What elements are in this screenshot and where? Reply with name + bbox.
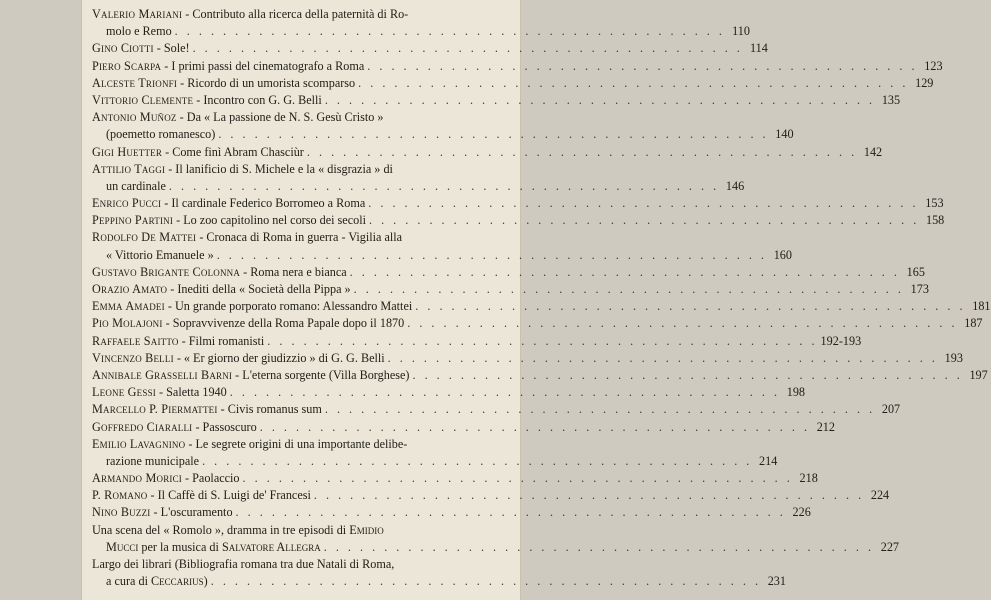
toc-author: Gino Ciotti (92, 41, 154, 56)
toc-author: Leone Gessi (92, 385, 156, 400)
toc-entry-line (92, 229, 510, 246)
toc-page-number: 129 (915, 75, 934, 90)
toc-entry[interactable] (92, 195, 944, 212)
toc-page-number: 224 (870, 488, 890, 503)
dot-leader (325, 401, 875, 418)
toc-entry-continuation (92, 539, 899, 556)
toc-page-number: 181 (972, 299, 991, 314)
toc-entry[interactable] (92, 229, 792, 263)
toc-entry-line (92, 75, 934, 92)
toc-title: - Ricordo di un umorista scomparso (177, 75, 356, 90)
toc-entry-line (92, 350, 963, 367)
toc-title: - Il lanificio di S. Michele e la « disgrazia » di (165, 161, 393, 176)
toc-page-number: 158 (925, 213, 945, 228)
toc-page-number: 110 (732, 24, 750, 39)
toc-author: Valerio Mariani (92, 7, 183, 21)
toc-entry-line (92, 315, 983, 332)
toc-title: - « Er giorno der giudizzio » di G. G. Belli (173, 350, 385, 365)
toc-author: Antonio Muñoz (92, 110, 177, 125)
toc-page-number: 214 (759, 453, 778, 468)
toc-author: Ceccarius (151, 574, 204, 589)
toc-entry-line (92, 92, 901, 109)
toc-title: - Cronaca di Roma in guerra - Vigilia alla (196, 230, 403, 245)
toc-entry-line (92, 333, 862, 350)
dot-leader (367, 58, 917, 75)
toc-entry[interactable] (92, 556, 786, 590)
toc-title: - Saletta 1940 (156, 385, 227, 400)
toc-author: Salvatore Allegra (221, 539, 321, 554)
toc-author: Mucci (106, 539, 139, 554)
toc-page-number: 231 (767, 574, 786, 589)
toc-entry-continuation (92, 247, 792, 264)
toc-entry-text (92, 504, 233, 521)
toc-author: Nino Buzzi (92, 505, 151, 520)
toc-author: Gustavo Brigante Colonna (92, 264, 241, 279)
dot-leader (217, 247, 767, 264)
toc-page-number: 192-193 (820, 333, 862, 348)
dot-leader (325, 92, 875, 109)
toc-title: - Come finì Abram Chasciùr (162, 144, 304, 159)
dot-leader (218, 126, 768, 143)
dot-leader (358, 75, 908, 92)
toc-title: - Il cardinale Federico Borromeo a Roma (161, 196, 366, 211)
toc-page-number: 227 (880, 539, 899, 554)
toc-entry-text (92, 195, 365, 212)
toc-entry-line (92, 58, 943, 75)
dot-leader (314, 487, 864, 504)
toc-page-number: 140 (775, 127, 794, 142)
dot-leader (236, 504, 786, 521)
toc-author: Attilio Taggi (92, 161, 166, 176)
toc-entry-text (92, 109, 383, 126)
toc-entry-text (92, 436, 407, 453)
toc-title: - L'oscuramento (150, 505, 233, 520)
toc-title: - Filmi romanisti (178, 333, 265, 348)
toc-title: - Le segrete origini di una importante delibe- (185, 436, 408, 451)
toc-entry-text (92, 58, 364, 75)
toc-page-number: 135 (881, 92, 901, 107)
toc-entry-text (92, 212, 366, 229)
toc-title: - Sopravvivenze della Roma Papale dopo il 1870 (162, 316, 405, 331)
toc-title-continued: « Vittorio Emanuele » (106, 247, 214, 262)
toc-entry-line (92, 384, 806, 401)
toc-entry[interactable] (92, 144, 883, 161)
toc-title: - I primi passi del cinematografo a Roma (161, 58, 365, 73)
toc-author: Emilio Lavagnino (92, 436, 186, 451)
toc-author: Emidio (349, 522, 384, 537)
toc-entry-line (92, 556, 510, 573)
toc-author: Armando Morici (92, 471, 182, 486)
toc-title: - Lo zoo capitolino nel corso dei secoli (173, 213, 366, 228)
toc-page-number: 198 (786, 385, 806, 400)
dot-leader (175, 23, 725, 40)
toc-entry-text (92, 40, 190, 57)
toc-entry-line (92, 144, 883, 161)
toc-author: Vittorio Clemente (92, 92, 194, 107)
toc-entry-continuation (92, 126, 794, 143)
toc-entry[interactable] (92, 6, 750, 40)
toc-page-number: 114 (749, 41, 768, 56)
dot-leader (230, 384, 780, 401)
toc-entry[interactable] (92, 75, 934, 92)
toc-entry-text (106, 573, 208, 590)
toc-title: - Il Caffè di S. Luigi de' Francesi (147, 488, 311, 503)
toc-author: Orazio Amato (92, 282, 168, 296)
toc-entry-continuation (92, 453, 778, 470)
toc-entry-text (92, 161, 393, 178)
toc-entry-line (92, 6, 510, 23)
toc-author: Pio Molajoni (92, 316, 163, 331)
book-page (82, 0, 991, 600)
toc-entry[interactable] (92, 58, 943, 75)
toc-entry-line (92, 436, 510, 453)
toc-entry-line (92, 161, 510, 178)
toc-page-number: 165 (906, 264, 925, 279)
toc-title: - L'eterna sorgente (Villa Borghese) (232, 367, 410, 382)
toc-title: - Passoscuro (192, 419, 257, 434)
toc-entry-line (92, 419, 835, 436)
dot-leader (412, 367, 962, 384)
toc-entry[interactable] (92, 264, 925, 281)
toc-entry[interactable] (92, 298, 991, 315)
toc-title-continued: molo e Remo (106, 24, 172, 39)
toc-author: Peppino Partini (92, 213, 174, 228)
toc-title: - Da « La passione de N. S. Gesù Cristo » (176, 110, 384, 125)
toc-entry[interactable] (92, 40, 768, 57)
dot-leader (193, 40, 743, 57)
toc-title: Largo dei librari (Bibliografia romana tra due Natali di Roma, (92, 557, 395, 571)
toc-title: per la musica di (138, 539, 222, 554)
toc-title: Una scena del « Romolo », dramma in tre episodi di (92, 522, 350, 537)
toc-entry-continuation (92, 23, 750, 40)
toc-author: Vincenzo Belli (92, 350, 174, 365)
toc-title: - Paolaccio (182, 471, 240, 486)
dot-leader (407, 315, 957, 332)
toc-entry-continuation (92, 573, 786, 590)
toc-author: Raffaele Saitto (92, 333, 179, 348)
toc-title: - Sole! (153, 41, 190, 56)
toc-page-number: 212 (816, 419, 835, 434)
dot-leader (324, 539, 874, 556)
toc-page-number: 123 (924, 58, 943, 73)
toc-entry[interactable] (92, 161, 745, 195)
toc-entry-line (92, 109, 510, 126)
toc-entry-text (92, 384, 227, 401)
toc-entry-text (92, 487, 311, 504)
toc-title: ) (203, 574, 208, 589)
dot-leader (350, 264, 900, 281)
toc-entry-line (92, 367, 988, 384)
toc-entry-text (92, 6, 408, 23)
toc-title-continued: (poemetto romanesco) (106, 127, 216, 142)
toc-title: a cura di (106, 574, 152, 589)
toc-entry-text (92, 229, 402, 246)
toc-entry[interactable] (92, 315, 983, 332)
toc-title: - Inediti della « Società della Pippa » (167, 282, 351, 296)
toc-page-number: 173 (910, 282, 929, 296)
toc-page-number: 160 (773, 247, 792, 262)
toc-entry-text (92, 281, 351, 298)
toc-author: Alceste Trionfi (92, 75, 178, 90)
toc-author: Rodolfo De Mattei (92, 230, 197, 245)
toc-title-continued: razione municipale (106, 453, 200, 468)
toc-title: - Roma nera e bianca (240, 264, 347, 279)
toc-page-number: 207 (881, 402, 901, 417)
toc-entry-text (92, 315, 404, 332)
dot-leader (260, 419, 810, 436)
toc-page-number: 187 (964, 316, 983, 331)
dot-leader (369, 212, 919, 229)
toc-entry-text (92, 470, 240, 487)
toc-entry-text (92, 144, 304, 161)
toc-entry-line (92, 487, 890, 504)
dot-leader (388, 350, 938, 367)
dot-leader (211, 573, 761, 590)
toc-entry[interactable] (92, 367, 988, 384)
toc-page-number: 142 (863, 144, 883, 159)
dot-leader (267, 333, 817, 350)
toc-page-number: 226 (792, 505, 811, 520)
toc-entry[interactable] (92, 333, 862, 350)
toc-entry-line (92, 401, 901, 418)
toc-title: - Incontro con G. G. Belli (193, 92, 322, 107)
toc-entry[interactable] (92, 504, 811, 521)
toc-entry-text (92, 367, 409, 384)
toc-entry-text (92, 298, 412, 315)
toc-title-continued: un cardinale (106, 178, 166, 193)
toc-title: - Civis romanus sum (217, 402, 322, 417)
toc-entry-line (92, 470, 818, 487)
toc-author: P. Romano (92, 488, 148, 503)
toc-entry-line (92, 522, 510, 539)
toc-title: - Un grande porporato romano: Alessandro Mattei (164, 299, 413, 314)
table-of-contents (92, 6, 991, 590)
toc-page-number: 197 (969, 367, 988, 382)
toc-title: - Contributo alla ricerca della paternità di Ro- (182, 7, 409, 21)
toc-entry-continuation (92, 178, 745, 195)
toc-entry[interactable] (92, 109, 794, 143)
toc-page-number: 146 (725, 178, 745, 193)
toc-author: Gigi Huetter (92, 144, 163, 159)
dot-leader (354, 281, 904, 298)
toc-author: Emma Amadei (92, 299, 165, 314)
toc-entry[interactable] (92, 487, 890, 504)
toc-entry-text (92, 333, 264, 350)
toc-entry-text (92, 264, 347, 281)
toc-entry-text (92, 92, 322, 109)
dot-leader (243, 470, 793, 487)
toc-page-number: 153 (925, 196, 944, 211)
toc-entry-text (92, 419, 257, 436)
toc-entry[interactable] (92, 401, 901, 418)
dot-leader (169, 178, 719, 195)
toc-page-number: 218 (799, 471, 818, 486)
toc-author: Piero Scarpa (92, 58, 162, 73)
toc-entry-line (92, 212, 945, 229)
toc-entry[interactable] (92, 92, 901, 109)
toc-entry-text (92, 522, 384, 539)
dot-leader (415, 298, 965, 315)
toc-entry[interactable] (92, 470, 818, 487)
toc-author: Goffredo Ciaralli (92, 419, 193, 434)
toc-entry-text (106, 539, 321, 556)
toc-entry[interactable] (92, 436, 778, 470)
toc-entry-text (92, 401, 322, 418)
dot-leader (307, 144, 857, 161)
toc-page-number: 193 (944, 350, 963, 365)
toc-entry[interactable] (92, 522, 899, 556)
toc-author: Annibale Grasselli Barni (92, 367, 233, 382)
toc-entry-line (92, 504, 811, 521)
toc-entry[interactable] (92, 281, 929, 298)
toc-entry-text (92, 350, 385, 367)
toc-entry[interactable] (92, 384, 806, 401)
dot-leader (202, 453, 752, 470)
dot-leader (368, 195, 918, 212)
toc-entry-line (92, 298, 991, 315)
toc-entry[interactable] (92, 350, 963, 367)
toc-entry-line (92, 281, 929, 298)
toc-entry-text (92, 75, 355, 92)
toc-entry-line (92, 40, 768, 57)
toc-entry[interactable] (92, 419, 835, 436)
toc-entry-line (92, 264, 925, 281)
toc-author: Marcello P. Piermattei (92, 402, 218, 417)
toc-entry-line (92, 195, 944, 212)
toc-author: Enrico Pucci (92, 196, 162, 211)
toc-entry[interactable] (92, 212, 945, 229)
